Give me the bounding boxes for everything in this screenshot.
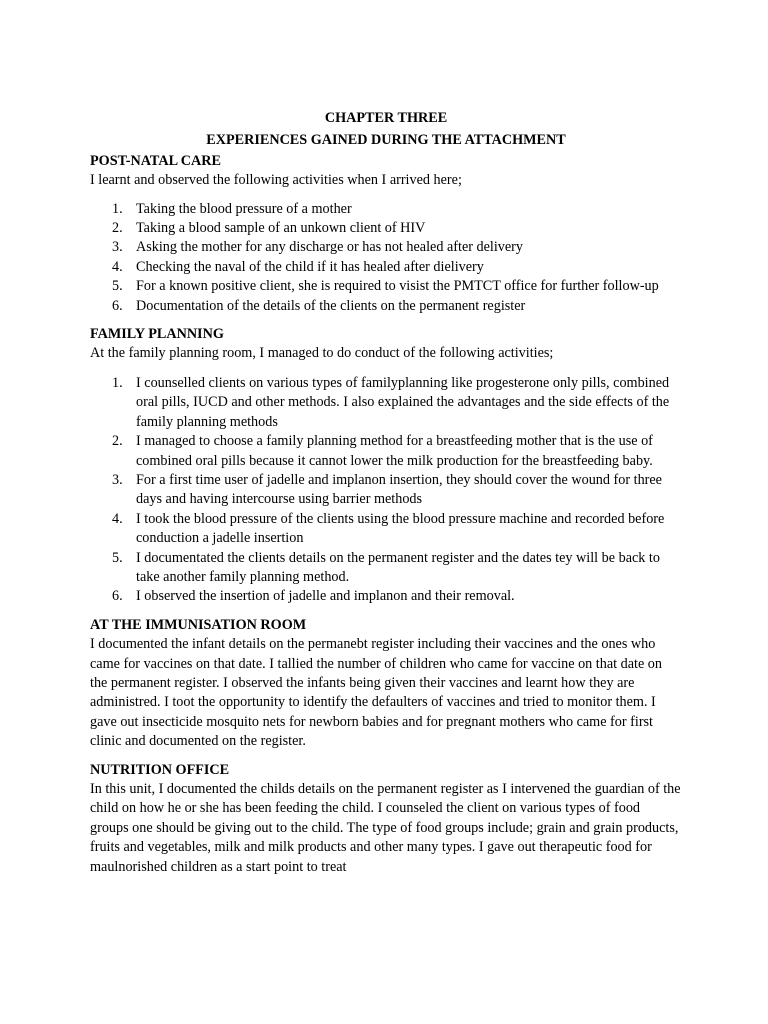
list-number: 4. (112, 258, 123, 275)
list-number: 2. (112, 433, 123, 450)
immunisation-heading: AT THE IMMUNISATION ROOM (90, 616, 307, 633)
list-item (90, 219, 682, 238)
chapter-title: CHAPTER THREE (324, 110, 448, 126)
list-item-text: I observed the insertion of jadelle and implanon and their removal. (136, 588, 515, 605)
list-number: 2. (112, 220, 123, 237)
list-item (90, 510, 682, 549)
list-item (90, 471, 682, 510)
list-number: 3. (112, 471, 123, 488)
list-item-text: Checking the naval of the child if it has healed after dielivery (136, 258, 484, 275)
list-item-text: Documentation of the details of the clients on the permanent register (136, 297, 526, 314)
list-item (90, 587, 682, 606)
list-number: 6. (112, 297, 123, 314)
family-planning-list (90, 374, 682, 607)
list-item (90, 277, 682, 296)
list-number: 5. (112, 549, 123, 566)
list-item (90, 374, 682, 432)
list-item-text: I managed to choose a family planning method for a breastfeeding mother that is the use of combined oral pills because it cannot lower the milk production for the breastfeeding baby. (136, 433, 653, 469)
list-item-text: For a first time user of jadelle and implanon insertion, they should cover the wound for three days and having intercourse using barrier methods (136, 471, 662, 508)
list-item (90, 238, 682, 257)
list-item-text: Asking the mother for any discharge or has not healed after delivery (136, 239, 524, 256)
list-item (90, 297, 682, 316)
postnatal-list (90, 200, 682, 316)
document-page (90, 109, 682, 877)
list-number: 1. (112, 200, 123, 217)
list-number: 5. (112, 278, 123, 295)
list-number: 4. (112, 510, 123, 527)
list-item-text: I counselled clients on various types of familyplanning like progesterone only pills, combined oral pills, IUCD and other methods. I also explained the advantages and the side effects of the family planning methods (136, 374, 670, 430)
list-item-text: Taking the blood pressure of a mother (136, 200, 352, 217)
list-item-text: For a known positive client, she is required to visist the PMTCT office for further follow-up (136, 278, 659, 295)
list-item-text: Taking a blood sample of an unkown client of HIV (136, 220, 426, 237)
list-item (90, 258, 682, 277)
family-planning-heading: FAMILY PLANNING (90, 326, 224, 343)
list-item (90, 432, 682, 471)
list-item-text: I took the blood pressure of the clients using the blood pressure machine and recorded before conduction a jadelle insertion (136, 510, 665, 547)
list-item-text: I documentated the clients details on the permanent register and the dates tey will be back to take another family planning method. (136, 549, 660, 585)
postnatal-intro: I learnt and observed the following activities when I arrived here; (90, 172, 462, 189)
nutrition-heading: NUTRITION OFFICE (90, 761, 230, 778)
chapter-subtitle: EXPERIENCES GAINED DURING THE ATTACHMENT (206, 132, 566, 149)
list-number: 1. (112, 374, 123, 391)
nutrition-paragraph: In this unit, I documented the childs details on the permanent register as I intervened the guardian of the child on how he or she has been feeding the child. I counseled the client on various types of food groups one should be giving out to the child. The type of food groups include; grain and grain products, fruits and vegetables, milk and milk products and other many types. I gave out therapeutic food for maulnorished children as a start point to treat (90, 781, 681, 875)
list-item (90, 549, 682, 588)
postnatal-heading: POST-NATAL CARE (90, 152, 221, 169)
family-planning-intro: At the family planning room, I managed to do conduct of the following activities; (90, 345, 554, 362)
list-number: 3. (112, 239, 123, 256)
list-number: 6. (112, 588, 123, 605)
list-item (90, 200, 682, 219)
immunisation-paragraph: I documented the infant details on the permanebt register including their vaccines and the ones who came for vaccines on that date. I tallied the number of children who came for vaccine on that date on the permanent register. I observed the infants being given their vaccines and learnt how they are administred. I toot the opportunity to identify the defaulters of vaccines and tried to monitor them. I gave out insecticide mosquito nets for newborn babies and for pregnant mothers who came for first clinic and documented on the register. (90, 636, 662, 750)
